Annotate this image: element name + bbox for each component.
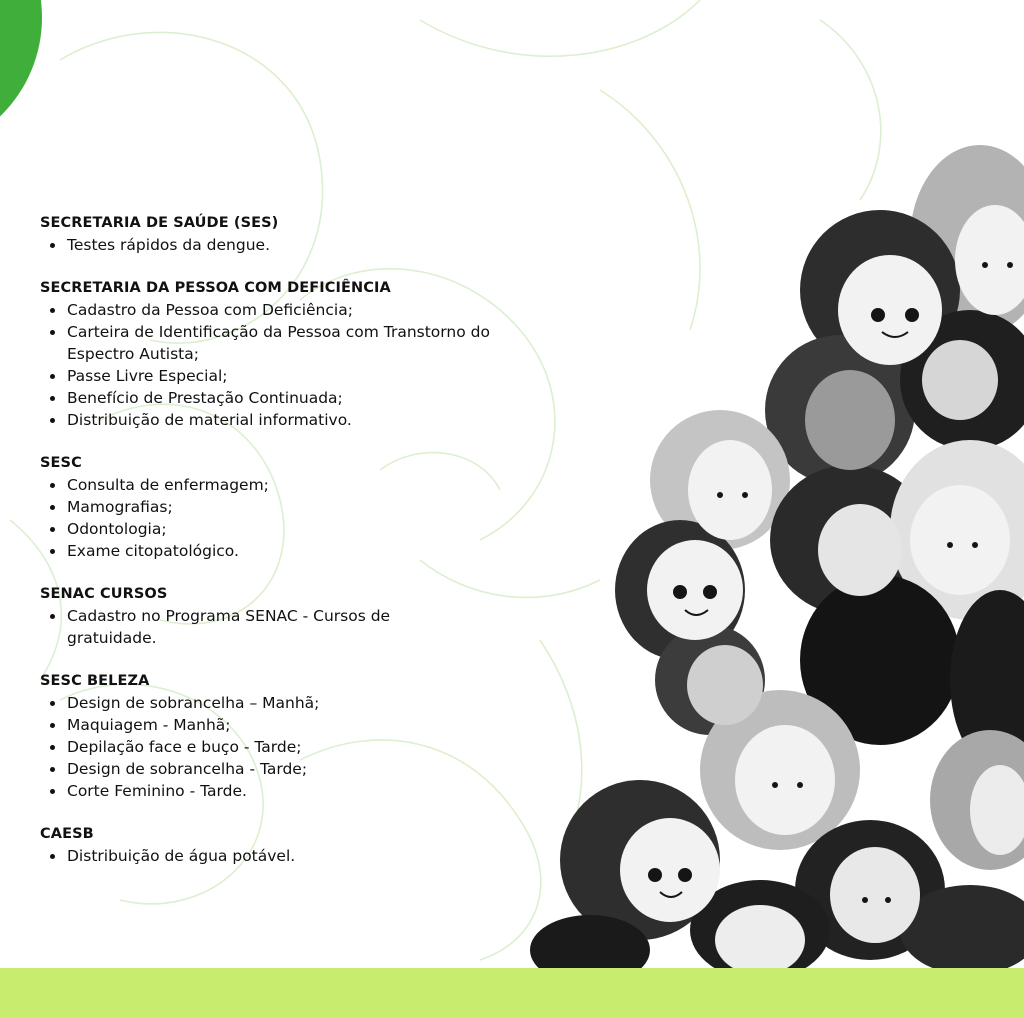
list-item: Design de sobrancelha – Manhã; (67, 692, 520, 714)
list-item: Maquiagem - Manhã; (67, 714, 520, 736)
item-list (40, 234, 520, 256)
list-item: Consulta de enfermagem; (67, 474, 520, 496)
item-list (40, 845, 520, 867)
list-item: Benefício de Prestação Continuada; (67, 387, 520, 409)
section-sesc (40, 452, 520, 562)
section-title: SECRETARIA DA PESSOA COM DEFICIÊNCIA (40, 280, 391, 296)
list-item: Cadastro no Programa SENAC - Cursos de gratuidade. (67, 605, 427, 649)
section-title: SECRETARIA DE SAÚDE (SES) (40, 215, 279, 231)
women-faces-illustration (530, 120, 1024, 968)
list-item: Corte Feminino - Tarde. (67, 780, 520, 802)
list-item: Carteira de Identificação da Pessoa com Transtorno do Espectro Autista; (67, 321, 507, 365)
item-list (40, 474, 520, 562)
list-item: Exame citopatológico. (67, 540, 520, 562)
list-item: Distribuição de material informativo. (67, 409, 520, 431)
section-title: SESC (40, 455, 82, 471)
list-item: Testes rápidos da dengue. (67, 234, 520, 256)
section-sesc-beleza (40, 670, 520, 802)
item-list (40, 605, 520, 649)
services-list (40, 212, 520, 888)
list-item: Design de sobrancelha - Tarde; (67, 758, 520, 780)
list-item: Passe Livre Especial; (67, 365, 520, 387)
item-list (40, 692, 520, 802)
section-ses (40, 212, 520, 256)
section-caesb (40, 823, 520, 867)
section-pessoa-deficiencia (40, 277, 520, 431)
list-item: Distribuição de água potável. (67, 845, 520, 867)
bottom-lime-bar (0, 968, 1024, 1017)
item-list (40, 299, 520, 431)
section-title: SESC BELEZA (40, 673, 150, 689)
list-item: Depilação face e buço - Tarde; (67, 736, 520, 758)
list-item: Odontologia; (67, 518, 520, 540)
section-senac (40, 583, 520, 649)
list-item: Cadastro da Pessoa com Deficiência; (67, 299, 520, 321)
section-title: CAESB (40, 826, 94, 842)
section-title: SENAC CURSOS (40, 586, 168, 602)
list-item: Mamografias; (67, 496, 520, 518)
